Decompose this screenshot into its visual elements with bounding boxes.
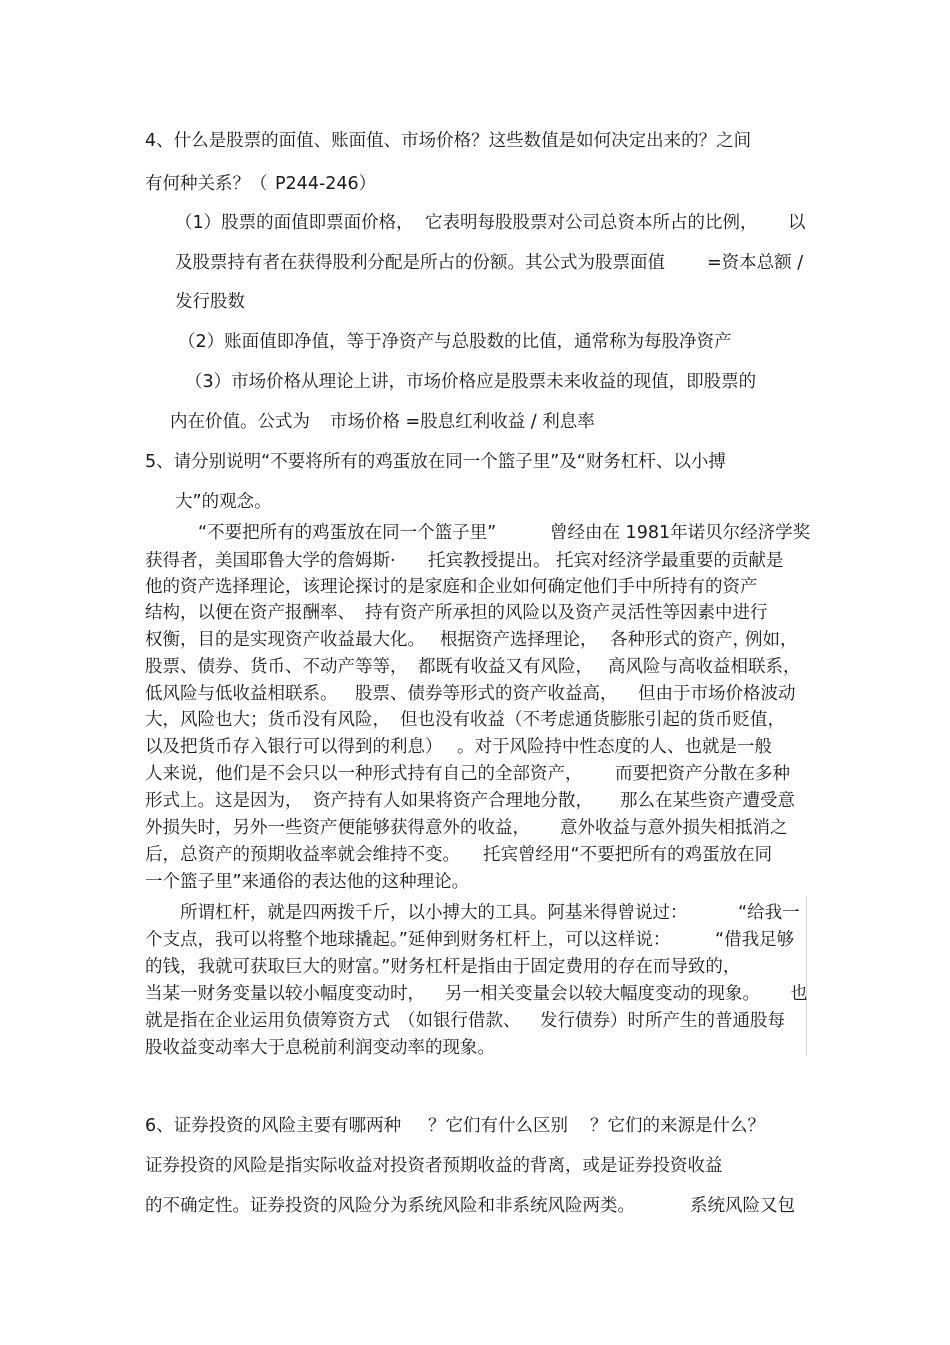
q4-p1-line3: 发行股数 bbox=[175, 292, 245, 312]
q5-body-line: 后，总资产的预期收益率就会维持不变。 bbox=[145, 845, 460, 865]
q5-body-line: 那么在某些资产遭受意 bbox=[620, 791, 795, 811]
q5-lever-line: （如银行借款、 bbox=[398, 1011, 521, 1031]
q5-body-line: 曾经由在 1981年诺贝尔经济学奖 bbox=[550, 523, 811, 543]
q5-body-line: 各种形式的资产， bbox=[610, 630, 750, 650]
q5-lever-line: 所谓杠杆，就是四两拨千斤，以小搏大的工具。阿基米得曾说过： bbox=[180, 903, 688, 923]
q5-body-line: 根据资产选择理论， bbox=[440, 630, 598, 650]
q4-title-line2-a: 有何种关系？（ bbox=[145, 174, 268, 194]
q5-lever-line: 股收益变动率大于息税前利润变动率的现象。 bbox=[145, 1038, 495, 1058]
q5-lever-line: “给我一 bbox=[738, 903, 800, 923]
q4-p1-line1-a: （1）股票的面值即票面价格， bbox=[175, 213, 414, 233]
q4-p1-line2-a: 及股票持有者在获得股利分配是所占的份额。其公式为股票面值 bbox=[175, 253, 665, 273]
q6-line2-b: 系统风险又包 bbox=[690, 1196, 795, 1216]
q4-p3-line2-b: 市场价格 =股息红利收益 / 利息率 bbox=[330, 412, 595, 432]
q5-body-line: 股票、债券等形式的资产收益高， bbox=[355, 684, 618, 704]
q5-lever-line: “借我足够 bbox=[715, 930, 795, 950]
q5-body-line: 形式上。这是因为， bbox=[145, 791, 303, 811]
q6-line1: 证券投资的风险是指实际收益对投资者预期收益的背离，或是证券投资收益 bbox=[145, 1156, 723, 1176]
q5-body-line: 股票、债券、货币、不动产等等， bbox=[145, 657, 408, 677]
q5-body-line: 权衡，目的是实现资产收益最大化。 bbox=[145, 630, 425, 650]
q6-title-a: 6、证券投资的风险主要有哪两种 bbox=[145, 1116, 402, 1136]
q4-p2-line1: （2）账面值即净值，等于净资产与总股数的比值，通常称为每股净资产 bbox=[178, 332, 732, 352]
q5-title-line1: 5、请分别说明“不要将所有的鸡蛋放在同一个篮子里”及“财务杠杆、以小搏 bbox=[145, 452, 726, 472]
q5-body-line: 人来说，他们是不会只以一种形式持有自己的全部资产， bbox=[145, 764, 583, 784]
q6-title-b: ？它们有什么区别 bbox=[428, 1116, 568, 1136]
q5-body-line: 托宾教授提出。 托宾对经济学最重要的贡献是 bbox=[428, 551, 784, 571]
q5-body-line: 而要把资产分散在多种 bbox=[615, 764, 790, 784]
q5-body-line: 资产持有人如果将资产合理地分散， bbox=[313, 791, 593, 811]
q5-body-line: 以及把货币存入银行可以得到的利息） bbox=[145, 737, 443, 757]
q4-title-line2-b: P244-246） bbox=[275, 174, 377, 194]
q6-line2-a: 的不确定性。证券投资的风险分为系统风险和非系统风险两类。 bbox=[145, 1196, 635, 1216]
q5-body-line: 低风险与低收益相联系。 bbox=[145, 684, 338, 704]
q4-p3-line2-a: 内在价值。公式为 bbox=[170, 412, 310, 432]
q5-body-line: 都既有收益又有风险， bbox=[418, 657, 593, 677]
q4-p1-line1-c: 以 bbox=[788, 213, 806, 233]
q5-body-line: 但也没有收益（不考虑通货膨胀引起的货币贬值， bbox=[400, 710, 785, 730]
q5-body-line: 大，风险也大；货币没有风险， bbox=[145, 710, 390, 730]
q5-body-line: “不要把所有的鸡蛋放在同一个篮子里” bbox=[198, 523, 497, 543]
q5-lever-line: 也 bbox=[790, 984, 808, 1004]
q4-title-line1: 4、什么是股票的面值、账面值、市场价格？这些数值是如何决定出来的？之间 bbox=[145, 131, 752, 151]
q5-title-line2: 大”的观念。 bbox=[175, 492, 272, 512]
q5-body-line: 高风险与高收益相联系， bbox=[608, 657, 801, 677]
q5-body-line: 但由于市场价格波动 bbox=[638, 684, 796, 704]
q4-p1-line2-b: =资本总额 / bbox=[707, 253, 804, 273]
q4-p1-line1-b: 它表明每股股票对公司总资本所占的比例， bbox=[425, 213, 758, 233]
q5-body-line: 意外收益与意外损失相抵消之 bbox=[560, 818, 788, 838]
q5-lever-line: 当某一财务变量以较小幅度变动时， bbox=[145, 984, 425, 1004]
q5-body-line: 持有资产所承担的风险以及资产灵活性等因素中进行 bbox=[365, 603, 768, 623]
q5-body-line: 获得者，美国耶鲁大学的詹姆斯· bbox=[145, 551, 396, 571]
q5-lever-line: 个支点，我可以将整个地球撬起。”延伸到财务杠杆上，可以这样说： bbox=[145, 930, 671, 950]
q5-body-line: 他的资产选择理论，该理论探讨的是家庭和企业如何确定他们手中所持有的资产 bbox=[145, 577, 758, 597]
q5-body-line: 托宾曾经用“不要把所有的鸡蛋放在同 bbox=[483, 845, 773, 865]
q5-body-line: 结构，以便在资产报酬率、 bbox=[145, 603, 355, 623]
q5-body-line: 例如， bbox=[745, 630, 798, 650]
q6-title-c: ？它们的来源是什么？ bbox=[590, 1116, 765, 1136]
q5-lever-line: 发行债券）时所产生的普通股每 bbox=[540, 1011, 785, 1031]
q5-lever-line: 的钱，我就可获取巨大的财富。”财务杠杆是指由于固定费用的存在而导致的， bbox=[145, 957, 741, 977]
text-frame-edge bbox=[806, 896, 807, 1056]
q5-body-line: 。对于风险持中性态度的人、也就是一般 bbox=[457, 737, 772, 757]
q5-lever-line: 另一相关变量会以较大幅度变动的现象。 bbox=[445, 984, 760, 1004]
q4-p3-line1: （3）市场价格从理论上讲，市场价格应是股票未来收益的现值，即股票的 bbox=[185, 372, 757, 392]
q5-body-line: 一个篮子里”来通俗的表达他的这种理论。 bbox=[145, 872, 470, 892]
q5-body-line: 外损失时，另外一些资产便能够获得意外的收益， bbox=[145, 818, 530, 838]
q5-lever-line: 就是指在企业运用负债筹资方式 bbox=[145, 1011, 390, 1031]
